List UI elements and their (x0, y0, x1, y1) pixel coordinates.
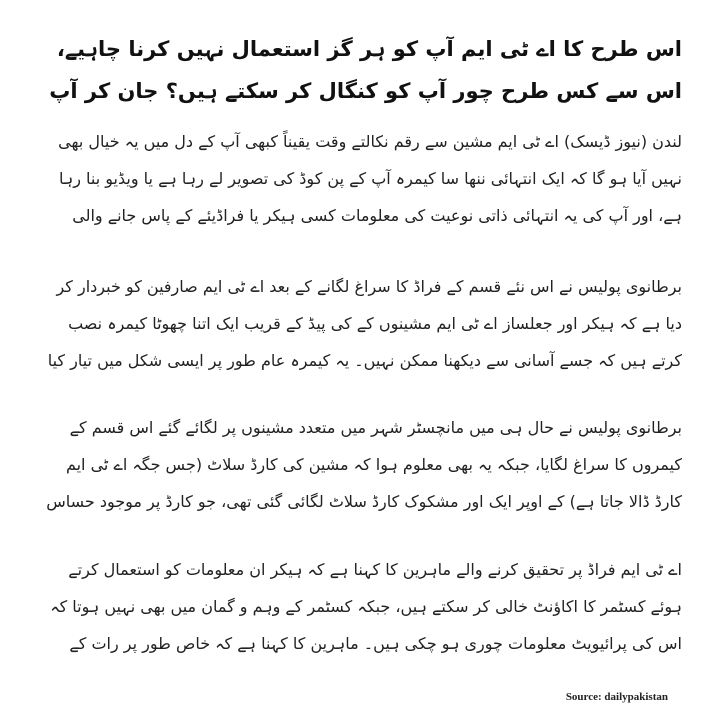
article-paragraph-1: لندن (نیوز ڈیسک) اے ٹی ایم مشین سے رقم نکالتے وقت یقیناً کبھی آپ کے دل میں یہ خیال بھی نہیں آیا ہو گا کہ ایک انتہائی ننھا سا کیمرہ آپ کے پن کوڈ کی تصویر لے رہا ہے یا ویڈیو بنا رہا ہے، اور آپ کی یہ انتہائی ذاتی نوعیت کی معلومات کسی ہیکر یا فراڈیئے کے پاس جانے والی (58, 132, 682, 225)
article-paragraph-4: اے ٹی ایم فراڈ پر تحقیق کرنے والے ماہرین کا کہنا ہے کہ ہیکر ان معلومات کو استعمال کرتے ہوئے کسٹمر کا اکاﺅنٹ خالی کر سکتے ہیں، جبکہ کسٹمر کے وہم و گمان میں بھی نہیں ہوتا کہ اس کی پرائیویٹ معلومات چوری ہو چکی ہیں۔ ماہرین کا کہنا ہے کہ خاص طور پر رات کے (50, 560, 682, 653)
source-credit: Source: dailypakistan (565, 691, 668, 703)
article (38, 0, 682, 653)
article-headline: اس طرح کا اے ٹی ایم آپ کو ہر گز استعمال نہیں کرنا چاہیے، اس سے کس طرح چور آپ کو کنگال کر سکتے ہیں؟ جان کر آپ (49, 37, 682, 103)
article-paragraph-3: برطانوی پولیس نے حال ہی میں مانچسٹر شہر میں متعدد مشینوں پر لگائے گئے اس قسم کے کیمروں کا سراغ لگایا، جبکہ یہ بھی معلوم ہوا کہ مشین کی کارڈ سلاٹ (جس جگہ اے ٹی ایم کارڈ ڈالا جاتا ہے) کے اوپر ایک اور مشکوک کارڈ سلاٹ لگائی گئی تھی، جو کارڈ پر موجود حساس (46, 418, 682, 511)
article-paragraph-2: برطانوی پولیس نے اس نئے قسم کے فراڈ کا سراغ لگانے کے بعد اے ٹی ایم صارفین کو خبردار کر دیا ہے کہ ہیکر اور جعلساز اے ٹی ایم مشینوں کے کی پیڈ کے قریب ایک اتنا چھوٹا کیمرہ نصب کرتے ہیں کہ جسے آسانی سے دیکھنا ممکن نہیں۔ یہ کیمرہ عام طور پر ایسی شکل میں تیار کیا (47, 277, 682, 370)
